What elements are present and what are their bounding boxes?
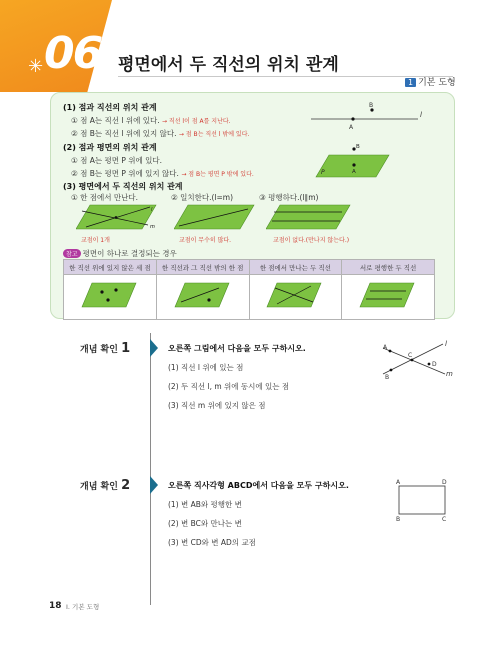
c1-point-c: C — [408, 352, 413, 359]
concept-1-item-3: (3) 직선 m 위에 있지 않은 점 — [168, 401, 266, 410]
concept-2-number: 2 — [121, 478, 131, 493]
concept-2-item-1: (1) 변 AB와 평행한 변 — [168, 500, 242, 509]
section-2-line-1: ① 점 A는 평면 P 위에 있다. — [71, 156, 163, 165]
concept-2-arrow-icon — [150, 476, 158, 494]
rect-point-a: A — [396, 479, 401, 486]
point-plane-figure — [314, 143, 394, 179]
parallel-lines-figure — [266, 203, 356, 233]
c1-line-m: m — [446, 370, 453, 378]
section-2-title: (2) 점과 평면의 위치 관계 — [63, 143, 157, 152]
rect-point-d: D — [442, 479, 447, 486]
c1-line-l: l — [445, 340, 447, 348]
fig1-l-label: l — [151, 207, 153, 213]
plane-determination-table — [63, 259, 435, 320]
line-l-label: l — [420, 111, 422, 119]
plane-point-b-label: B — [356, 144, 360, 150]
plane-point-a-label: A — [352, 169, 356, 175]
case-2-label: ② 일치한다.(l=m) — [171, 193, 233, 202]
section-1-line-2-main: ② 점 B는 직선 l 위에 있지 않다. — [71, 129, 177, 138]
section-1-line-2-note: → 점 B는 직선 l 밖에 있다. — [178, 131, 250, 138]
case-header-1: 한 직선 위에 있지 않은 세 점 — [64, 260, 157, 275]
summary-box — [50, 92, 455, 319]
lesson-number: 06 — [44, 28, 102, 79]
three-points-plane-figure — [80, 280, 140, 310]
point-b-label: B — [369, 102, 374, 109]
concept-1-number: 1 — [121, 341, 131, 356]
case-figure-4 — [342, 275, 435, 320]
concept-1-figure — [375, 338, 455, 383]
concept-2-item-2: (2) 변 BC와 만나는 변 — [168, 519, 242, 528]
line-and-point-plane-figure — [173, 280, 233, 310]
star-icon: ✳ — [28, 56, 44, 77]
concept-1-label — [80, 341, 130, 356]
footer-chapter: I. 기본 도형 — [66, 603, 100, 611]
section-1-line-1-main: ① 점 A는 직선 l 위에 있다. — [71, 116, 160, 125]
intersecting-lines-plane-figure — [265, 280, 325, 310]
case-figure-2 — [156, 275, 249, 320]
c1-point-b: B — [385, 374, 390, 381]
section-3-title: (3) 평면에서 두 직선의 위치 관계 — [63, 182, 183, 191]
section-2-line-2 — [71, 168, 254, 179]
unit-name: 기본 도형 — [418, 78, 456, 88]
rect-point-b: B — [396, 516, 401, 522]
section-1-line-1-note: → 직선 l이 점 A를 지난다. — [161, 118, 231, 125]
note-badge: 참고 — [63, 249, 81, 258]
section-1-line-2 — [71, 128, 249, 139]
concept-1-item-2: (2) 두 직선 l, m 위에 동시에 있는 점 — [168, 382, 290, 391]
case-figure-3 — [249, 275, 342, 320]
concept-2-label-text: 개념 확인 — [80, 482, 118, 492]
section-1-title: (1) 점과 직선의 위치 관계 — [63, 103, 157, 112]
case-1-note: 교점이 1개 — [81, 237, 110, 244]
concept-2-item-3: (3) 변 CD와 변 AD의 교점 — [168, 538, 256, 547]
unit-number: 1 — [405, 78, 416, 87]
case-1-label: ① 한 점에서 만난다. — [71, 193, 138, 202]
concept-2-label — [80, 478, 130, 493]
section-2-line-2-main: ② 점 B는 평면 P 위에 있지 않다. — [71, 169, 179, 178]
point-a-label: A — [349, 124, 354, 131]
rect-point-c: C — [442, 516, 447, 522]
concept-1-arrow-icon — [150, 339, 158, 357]
unit-badge — [405, 75, 456, 88]
plane-p-label: P — [321, 169, 325, 176]
concept-1-question: 오른쪽 그림에서 다음을 모두 구하시오. — [168, 344, 306, 353]
case-3-label: ③ 평행하다.(l∥m) — [259, 193, 319, 202]
case-header-4: 서로 평행한 두 직선 — [342, 260, 435, 275]
case-header-2: 한 직선과 그 직선 밖의 한 점 — [156, 260, 249, 275]
c1-point-d: D — [432, 361, 437, 368]
concept-2-question: 오른쪽 직사각형 ABCD에서 다음을 모두 구하시오. — [168, 481, 349, 490]
fig1-m-label: m — [150, 224, 155, 230]
case-2-note: 교점이 무수히 많다. — [179, 237, 232, 244]
concept-timeline — [150, 333, 151, 605]
parallel-lines-plane-figure — [358, 280, 418, 310]
point-line-figure — [306, 101, 426, 131]
intersecting-lines-figure — [76, 203, 161, 233]
rectangle-abcd-figure — [392, 478, 454, 522]
c1-point-a: A — [383, 344, 388, 351]
case-figure-1 — [64, 275, 157, 320]
coincident-lines-figure — [174, 203, 259, 233]
note-text: 평면이 하나로 결정되는 경우 — [82, 249, 177, 258]
concept-1-label-text: 개념 확인 — [80, 345, 118, 355]
case-header-3: 한 점에서 만나는 두 직선 — [249, 260, 342, 275]
page-title: 평면에서 두 직선의 위치 관계 — [118, 55, 339, 75]
page-number: 18 — [49, 601, 62, 611]
concept-1-item-1: (1) 직선 l 위에 있는 점 — [168, 363, 244, 372]
case-3-note: 교점이 없다.(만나지 않는다.) — [273, 237, 350, 244]
section-1-line-1 — [71, 115, 231, 126]
note-line — [63, 248, 177, 259]
title-divider — [118, 76, 453, 77]
section-2-line-2-note: → 점 B는 평면 P 밖에 있다. — [181, 171, 254, 178]
